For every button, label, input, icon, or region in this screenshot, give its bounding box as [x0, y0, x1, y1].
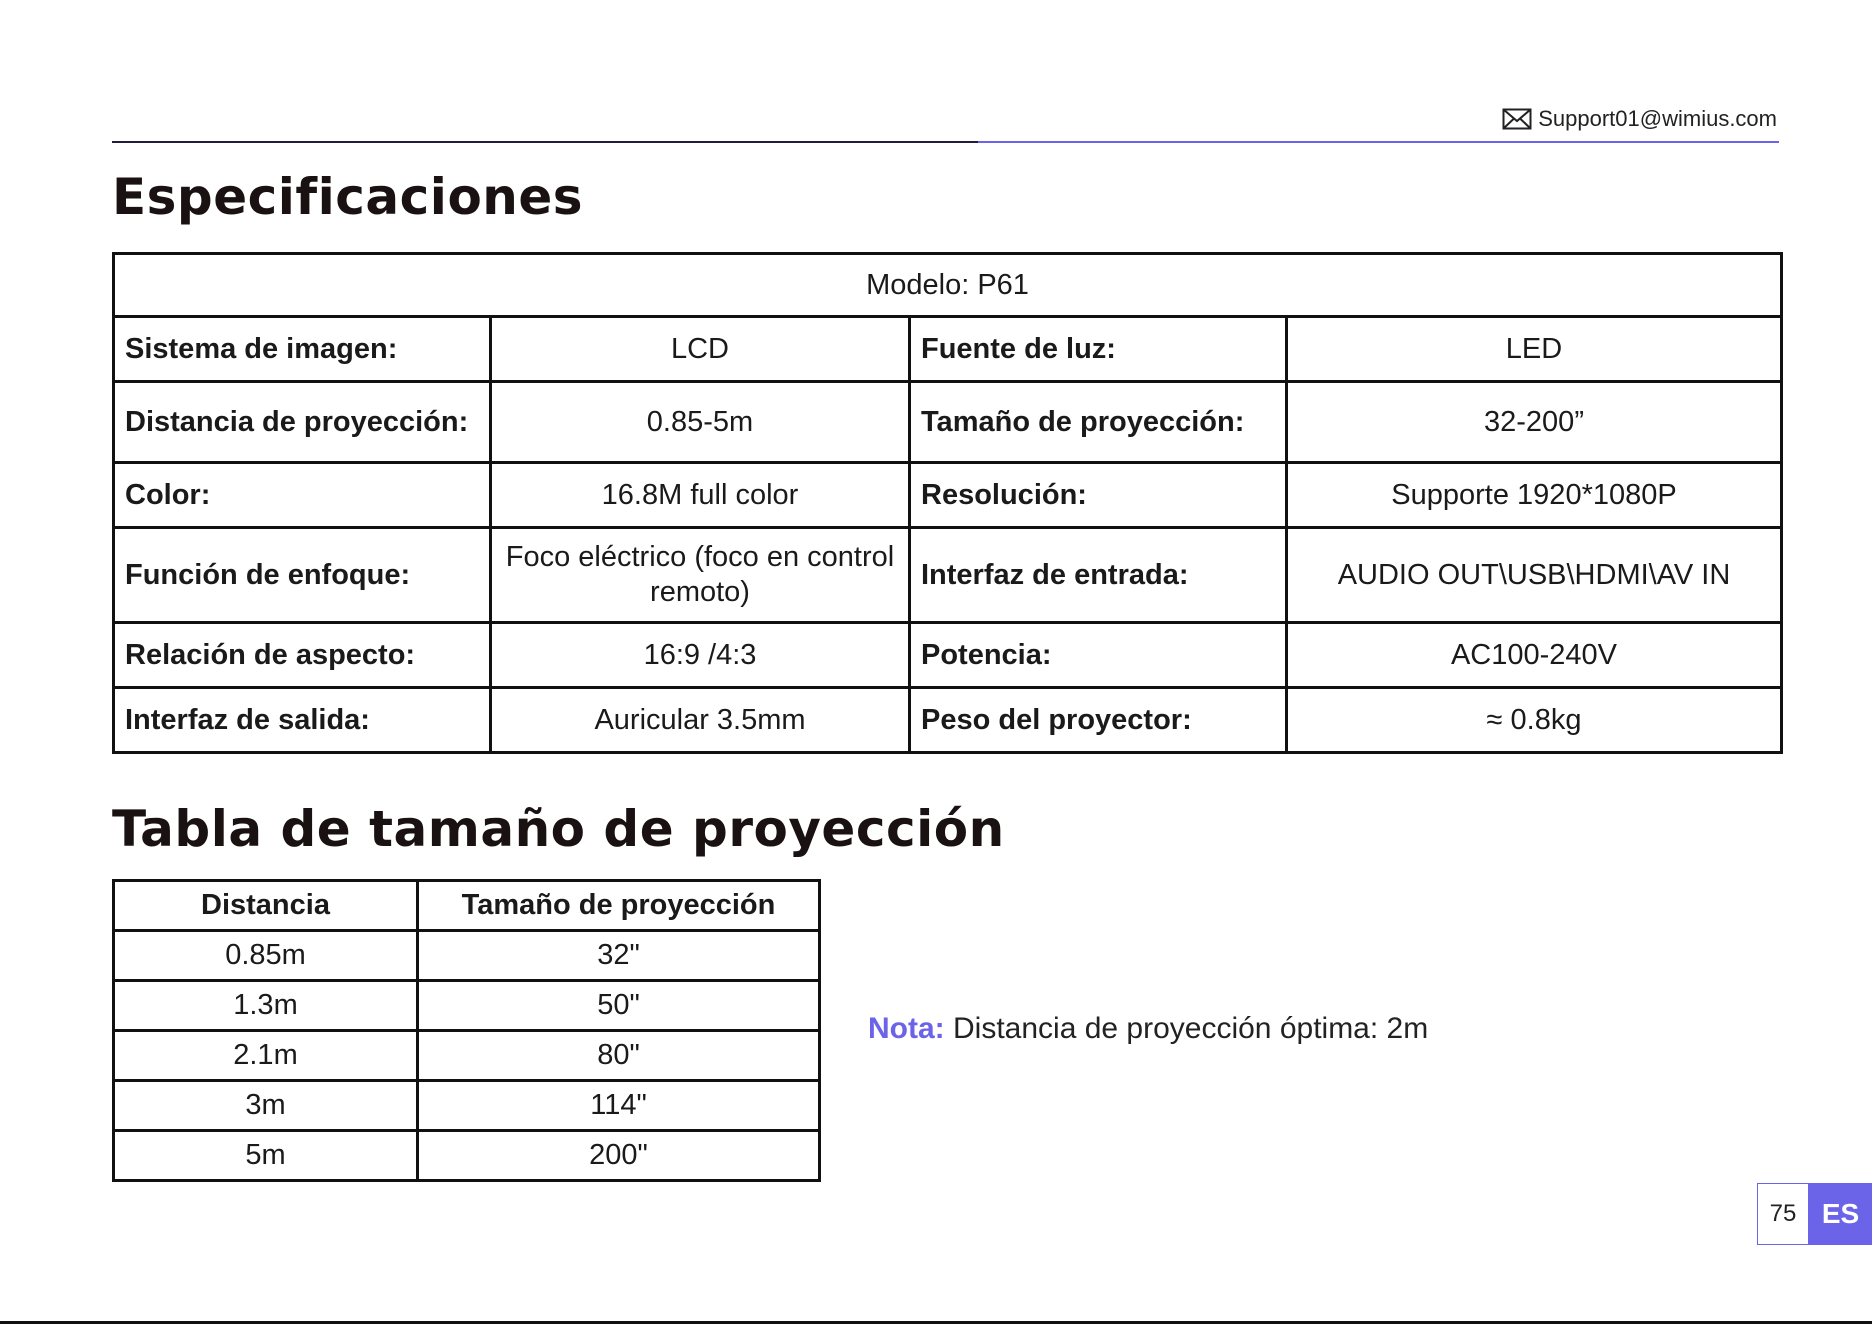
spec-value: Auricular 3.5mm: [491, 688, 910, 753]
page-number: 75: [1757, 1183, 1809, 1245]
spec-value: 0.85-5m: [491, 382, 910, 463]
spec-value: LCD: [491, 317, 910, 382]
spec-label: Peso del proyector:: [910, 688, 1287, 753]
spec-label: Color:: [114, 463, 491, 528]
spec-row: [114, 317, 1782, 382]
model-cell: Modelo: P61: [114, 254, 1782, 317]
spec-value: Foco eléctrico (foco en control remoto): [491, 528, 910, 623]
spec-row: [114, 688, 1782, 753]
spec-value: AUDIO OUT\USB\HDMI\AV IN: [1287, 528, 1782, 623]
spec-label: Distancia de proyección:: [114, 382, 491, 463]
spec-value: LED: [1287, 317, 1782, 382]
spec-label: Sistema de imagen:: [114, 317, 491, 382]
spec-row: [114, 463, 1782, 528]
table-row: [114, 931, 820, 981]
spec-label: Función de enfoque:: [114, 528, 491, 623]
specs-table: [112, 252, 1783, 754]
column-header: Distancia: [114, 881, 418, 931]
header-rule-accent: [978, 141, 1779, 143]
spec-label: Potencia:: [910, 623, 1287, 688]
envelope-icon: [1502, 108, 1532, 130]
column-header: Tamaño de proyección: [418, 881, 820, 931]
spec-label: Resolución:: [910, 463, 1287, 528]
spec-value: ≈ 0.8kg: [1287, 688, 1782, 753]
spec-value: 32-200”: [1287, 382, 1782, 463]
spec-label: Interfaz de salida:: [114, 688, 491, 753]
size-cell: 200": [418, 1131, 820, 1181]
table-row: [114, 981, 820, 1031]
spec-value: AC100-240V: [1287, 623, 1782, 688]
spec-row: [114, 623, 1782, 688]
email-text[interactable]: Support01@wimius.com: [1538, 106, 1777, 131]
spec-value: 16.8M full color: [491, 463, 910, 528]
table-row: [114, 1031, 820, 1081]
spec-value: 16:9 /4:3: [491, 623, 910, 688]
spec-label: Relación de aspecto:: [114, 623, 491, 688]
projection-table-title: Tabla de tamaño de proyección: [112, 800, 1005, 858]
size-cell: 50": [418, 981, 820, 1031]
size-cell: 80": [418, 1031, 820, 1081]
note: [868, 1012, 1428, 1046]
projection-table: [112, 879, 821, 1182]
distance-cell: 5m: [114, 1131, 418, 1181]
spec-label: Interfaz de entrada:: [910, 528, 1287, 623]
size-cell: 32": [418, 931, 820, 981]
table-row: [114, 1131, 820, 1181]
spec-label: Fuente de luz:: [910, 317, 1287, 382]
table-row: [114, 1081, 820, 1131]
spec-row: [114, 382, 1782, 463]
distance-cell: 1.3m: [114, 981, 418, 1031]
language-badge: ES: [1809, 1183, 1872, 1245]
specs-title: Especificaciones: [112, 168, 584, 226]
distance-cell: 3m: [114, 1081, 418, 1131]
distance-cell: 2.1m: [114, 1031, 418, 1081]
note-label: Nota:: [868, 1012, 945, 1045]
size-cell: 114": [418, 1081, 820, 1131]
spec-value: Supporte 1920*1080P: [1287, 463, 1782, 528]
distance-cell: 0.85m: [114, 931, 418, 981]
spec-label: Tamaño de proyección:: [910, 382, 1287, 463]
note-text: Distancia de proyección óptima: 2m: [944, 1012, 1429, 1045]
header-rule: [112, 141, 978, 143]
spec-row: [114, 528, 1782, 623]
header-email: [1502, 106, 1777, 132]
